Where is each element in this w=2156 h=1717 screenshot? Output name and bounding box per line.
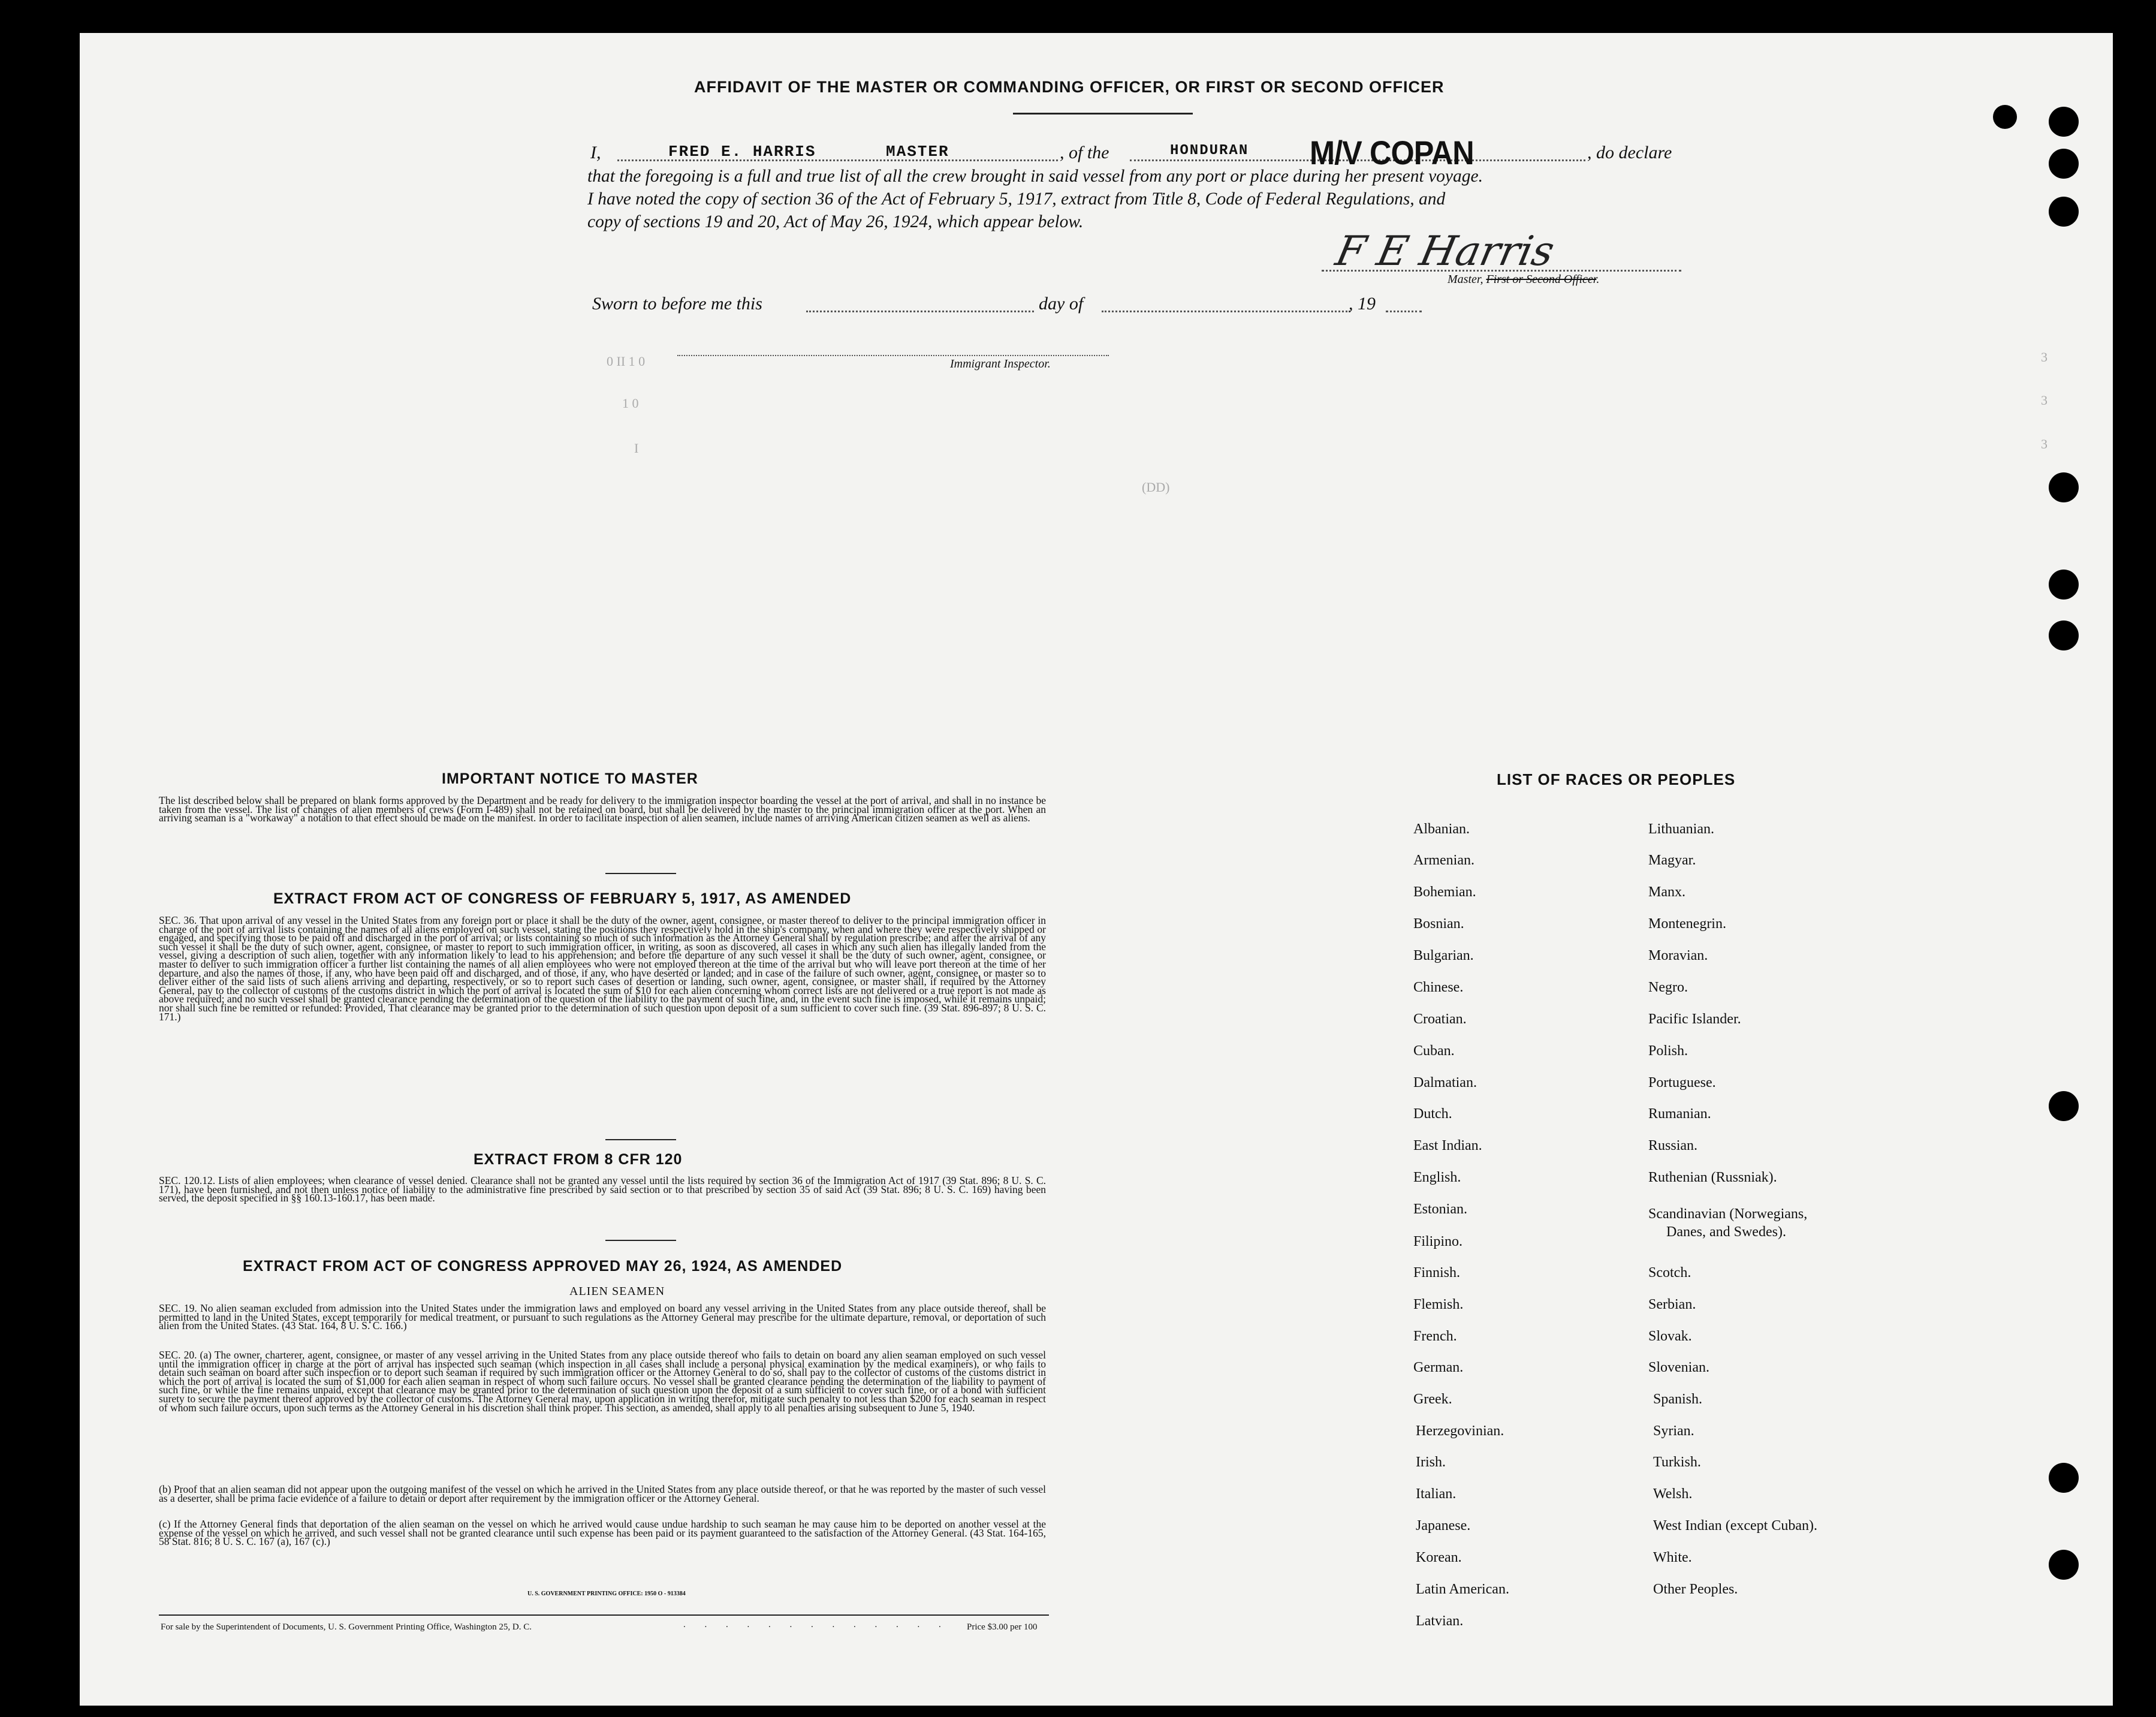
footer-rule (159, 1614, 1049, 1616)
extract-rule (605, 1139, 676, 1140)
race-item: Portuguese. (1648, 1075, 1716, 1091)
race-item: Magyar. (1648, 853, 1696, 868)
race-item: Manx. (1648, 884, 1685, 900)
ghost-mark: 3 (2041, 436, 2048, 451)
ghost-mark: 0 II 1 0 (607, 354, 646, 369)
race-item: German. (1413, 1360, 1464, 1375)
race-item: Bulgarian. (1413, 948, 1474, 963)
race-item: Korean. (1416, 1550, 1462, 1565)
affidavit-title: AFFIDAVIT OF THE MASTER OR COMMANDING OFFICER, OR FIRST OR SECOND OFFICER (694, 78, 1445, 96)
do-declare-label: , do declare (1587, 143, 1672, 162)
race-item: Albanian. (1413, 821, 1470, 837)
ghost-mark: 3 (2041, 393, 2048, 408)
race-item: Syrian. (1653, 1423, 1694, 1439)
extract-1924-title: EXTRACT FROM ACT OF CONGRESS APPROVED MAY 26, 1924, AS AMENDED (243, 1258, 843, 1275)
signature-line (1322, 270, 1681, 272)
race-item: Cuban. (1413, 1043, 1455, 1059)
year-line (1386, 311, 1422, 312)
master-name: FRED E. HARRIS (668, 143, 816, 161)
signature-caption: Master, First or Second Officer. (1448, 273, 1600, 286)
race-item: Welsh. (1653, 1486, 1693, 1502)
race-item: Latin American. (1416, 1582, 1509, 1597)
race-item: Dutch. (1413, 1106, 1452, 1122)
affidavit-line-4: copy of sections 19 and 20, Act of May 26, 1924, which appear below. (587, 212, 1084, 231)
punch-hole (2049, 570, 2079, 600)
race-item: White. (1653, 1550, 1692, 1565)
race-item: Slovenian. (1648, 1360, 1709, 1375)
race-item: Rumanian. (1648, 1106, 1711, 1122)
month-line (1102, 311, 1350, 312)
race-item: Bohemian. (1413, 884, 1476, 900)
footer-sale-note: For sale by the Superintendent of Documents, U. S. Government Printing Office, Washington 25, D. C. (161, 1622, 532, 1632)
affidavit-line-2: that the foregoing is a full and true list of all the crew brought in said vessel from any port or place during her present voyage. (587, 167, 1483, 186)
punch-hole (2049, 1091, 2079, 1121)
race-item: Filipino. (1413, 1234, 1463, 1249)
sec-20b-text: (b) Proof that an alien seaman did not appear upon the outgoing manifest of the vessel on which he arrived in the United States from any place outside thereof, or that he was reported by the master of such vessel as a deserter, shall be prima facie evidence of a failure to detain or deport after requirement by the immigration officer or the Attorney General. (159, 1483, 1046, 1504)
punch-hole (2049, 197, 2079, 227)
race-item: Japanese. (1416, 1518, 1471, 1534)
race-item: Pacific Islander. (1648, 1011, 1741, 1027)
race-item: Flemish. (1413, 1297, 1464, 1312)
inspector-line (677, 355, 1109, 356)
race-item: Estonian. (1413, 1201, 1467, 1217)
sec-20c-text: (c) If the Attorney General finds that deportation of the alien seaman on the vessel on which he arrived would cause undue hardship to such seaman he may cause him to be deported on another vessel at the expense of the vessel on which he arrived, and such vessel shall not be granted clearance until such expense has been paid or its payment guaranteed to the satisfaction of the Attorney General. (43 Stat. 164-165, 58 Stat. 816; 8 U. S. C. 167 (a), 167 (c).) (159, 1518, 1046, 1548)
race-item: East Indian. (1413, 1138, 1482, 1153)
race-item: Turkish. (1653, 1454, 1701, 1470)
footer-price: Price $3.00 per 100 (967, 1622, 1038, 1632)
affidavit-line-3: I have noted the copy of section 36 of the Act of February 5, 1917, extract from Title 8, Code of Federal Regulations, and (587, 189, 1446, 209)
race-item: French. (1413, 1329, 1457, 1344)
race-item: Moravian. (1648, 948, 1708, 963)
race-item: Armenian. (1413, 853, 1474, 868)
vessel-name: M/V COPAN (1310, 134, 1474, 171)
race-item: Montenegrin. (1648, 916, 1726, 932)
inspector-caption: Immigrant Inspector. (950, 357, 1051, 370)
gpo-imprint: U. S. GOVERNMENT PRINTING OFFICE: 1950 O - 913384 (527, 1591, 686, 1597)
extract-rule (605, 1240, 676, 1241)
race-item: Italian. (1416, 1486, 1457, 1502)
race-item: Chinese. (1413, 980, 1464, 995)
punch-hole (2049, 1463, 2079, 1493)
race-item: Herzegovinian. (1416, 1423, 1504, 1439)
sec-19-text: SEC. 19. No alien seaman excluded from admission into the United States under the immigration laws and employed on board any vessel arriving in the United States from any place outside thereof, shall be permitted to land in the United States, except temporarily for medical treatment, or pursuant to such regulations as the Attorney General may prescribe for the ultimate departure, removal, or deportation of such alien from the United States. (43 Stat. 164, 8 U. S. C. 166.) (159, 1302, 1046, 1332)
race-item: Greek. (1413, 1391, 1452, 1407)
race-item: English. (1413, 1170, 1461, 1185)
notice-title: IMPORTANT NOTICE TO MASTER (442, 770, 698, 787)
punch-hole (2049, 107, 2079, 137)
struck-caption: First or Second Officer (1486, 273, 1597, 286)
document-page (80, 33, 2113, 1706)
race-item: Scandinavian (Norwegians, (1648, 1206, 1808, 1222)
race-item: Spanish. (1653, 1391, 1703, 1407)
extract-cfr-text: SEC. 120.12. Lists of alien employees; when clearance of vessel denied. Clearance shall not be granted any vessel until the lists required by section 36 of the Immigration Act of 1917 (39 Stat. 896; 8 U. S. C. 171), have been furnished, and not then unless notice of liability to the administrative fine prescribed by said section or to that prescribed by section 35 of said Act (39 Stat. 896; 8 U. S. C. 169) having been served, the deposit specified in §§ 160.13-160.17, has been made. (159, 1174, 1046, 1204)
notice-text: The list described below shall be prepared on blank forms approved by the Department and be ready for delivery to the immigration inspector boarding the vessel at the port of arrival, and shall in no instance be taken from the vessel. The list of changes of alien members of crews (Form I-489) shall not be retained on board, but shall be delivered by the master to the principal immigration officer at the port. When an arriving seaman is a "workaway" a notation to that effect should be made on the manifest. In order to facilitate inspection of alien seamen, include names of arriving American citizen seamen as well as aliens. (159, 794, 1046, 824)
race-item: Ruthenian (Russniak). (1648, 1170, 1777, 1185)
punch-hole (2049, 1550, 2079, 1580)
position: MASTER (886, 143, 949, 161)
signature: F E Harris (1331, 228, 1558, 275)
footer-dots: . . . . . . . . . . . . . (683, 1620, 949, 1629)
race-item: Lithuanian. (1648, 821, 1714, 837)
race-item: Scotch. (1648, 1265, 1691, 1281)
race-item: Finnish. (1413, 1265, 1461, 1281)
race-item: Serbian. (1648, 1297, 1696, 1312)
race-item: Croatian. (1413, 1011, 1467, 1027)
i-label: I, (590, 143, 601, 162)
extract-1917-text: SEC. 36. That upon arrival of any vessel in the United States from any foreign port or place it shall be the duty of the owner, agent, consignee, or master thereof to deliver to the principal immigration officer in charge of the port of arrival lists containing the names of all aliens employed on such vessel, stating the positions they respectively hold in the ship's company, when and where they were respectively shipped or engaged, and specifying those to be paid off and discharged in the port of arrival; or lists containing so much of such information as the Attorney General shall by regulation prescribe; and after the arrival of any such vessel it shall be the duty of such owner, agent, consignee, or master to report to such immigration officer, in writing, as soon as discovered, all cases in which any such alien has illegally landed from the vessel, giving a description of such alien, together with any information likely to lead to his apprehension; and before the departure of any such vessel it shall be the duty of such owner, agent, consignee, or master to deliver to such immigration officer a further list containing the names of all alien employees who were not employed thereon at the time of the arrival but who will leave port thereon at the time of her departure, and also the names of those, if any, who have been paid off and discharged, and of those, if any, who have deserted or landed; and in case of the failure of such owner, agent, consignee, or master so to deliver either of the said lists of such aliens arriving and departing, respectively, or so to report such cases of desertion or landing, such owner, agent, consignee, or master shall, if required by the Attorney General, pay to the collector of customs of the customs district in which the port of arrival is located the sum of $10 for each alien concerning whom correct lists are not delivered or a true report is not made as above required; and no such vessel shall be granted clearance pending the determination of the question of the liability to the payment of such fine, and, in the event such fine is imposed, while it remains unpaid; nor shall such fine be remitted or refunded: Provided, That clearance may be granted prior to the determination of such question upon deposit of a sum sufficient to cover such fine. (39 Stat. 896-897; 8 U. S. C. 171.) (159, 914, 1046, 1023)
year-label: , 19 (1349, 294, 1376, 314)
extract-cfr-title: EXTRACT FROM 8 CFR 120 (474, 1151, 683, 1168)
nationality: HONDURAN (1170, 143, 1249, 159)
ghost-mark: (DD) (1142, 480, 1170, 495)
race-item: Dalmatian. (1413, 1075, 1477, 1091)
extract-1917-title: EXTRACT FROM ACT OF CONGRESS OF FEBRUARY 5, 1917, AS AMENDED (273, 890, 852, 907)
sec-20a-text: SEC. 20. (a) The owner, charterer, agent, consignee, or master of any vessel arriving in the United States from any place outside thereof who fails to detain on board any alien seaman employed on such vessel until the immigration officer in charge at the port of arrival has inspected such seaman (which inspection in all cases shall include a personal physical examination by the medical examiners), or who fails to detain such seaman on board after such inspection or to deport such seaman if required by such immigration officer or the Attorney General to do so, shall pay to the collector of customs of the customs district in which the port of arrival is located the sum of $1,000 for each alien seaman in respect of whom such failure occurs. No vessel shall be granted clearance pending the determination of the liability to payment of such fine, or while the fine remains unpaid, except that clearance may be granted prior to the determination of such question upon the deposit of a sum sufficient to cover such fine, or of a bond with sufficient surety to secure the payment thereof approved by the collector of customs. The Attorney General may, upon application in writing therefor, mitigate such penalty to not less than $200 for each seaman in respect of whom such failure occurs, upon such terms as the Attorney General in his discretion shall think proper. This section, as amended, shall apply to all penalties arising subsequent to June 5, 1940. (159, 1349, 1046, 1414)
punch-hole (2049, 149, 2079, 179)
race-item: West Indian (except Cuban). (1653, 1518, 1817, 1534)
title-rule (1013, 113, 1193, 115)
race-item: Polish. (1648, 1043, 1688, 1059)
master-caption: Master, (1448, 273, 1483, 286)
of-the-label: , of the (1060, 143, 1109, 162)
day-of-label: day of (1039, 294, 1084, 314)
alien-seamen-subtitle: ALIEN SEAMEN (569, 1285, 665, 1298)
notice-rule (605, 873, 676, 874)
race-item: Latvian. (1416, 1613, 1464, 1629)
ghost-mark: 3 (2041, 350, 2048, 365)
race-item: Russian. (1648, 1138, 1698, 1153)
race-item: Danes, and Swedes). (1666, 1224, 1786, 1240)
sworn-line (806, 311, 1034, 312)
punch-hole (1993, 105, 2017, 129)
race-item: Irish. (1416, 1454, 1446, 1470)
races-title: LIST OF RACES OR PEOPLES (1497, 770, 1736, 788)
race-item: Other Peoples. (1653, 1582, 1738, 1597)
ghost-mark: I (634, 441, 639, 456)
punch-hole (2049, 620, 2079, 650)
race-item: Negro. (1648, 980, 1688, 995)
ghost-mark: 1 0 (622, 396, 639, 411)
punch-hole (2049, 472, 2079, 502)
race-item: Slovak. (1648, 1329, 1692, 1344)
sworn-label: Sworn to before me this (592, 294, 762, 314)
race-item: Bosnian. (1413, 916, 1464, 932)
